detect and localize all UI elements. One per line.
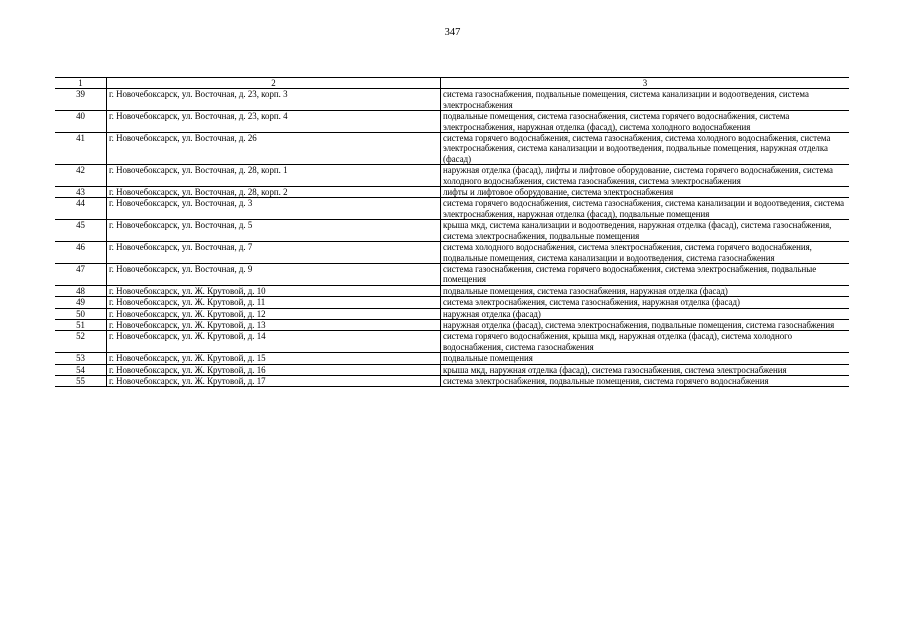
row-number-cell: 55 (55, 375, 107, 386)
row-number-cell: 54 (55, 364, 107, 375)
address-cell: г. Новочебоксарск, ул. Ж. Крутовой, д. 12 (107, 308, 441, 319)
table-row (55, 308, 849, 319)
systems-cell: крыша мкд, наружная отделка (фасад), система газоснабжения, система электроснабжения (441, 364, 850, 375)
table-row (55, 364, 849, 375)
table-row (55, 220, 849, 242)
header-col-3: 3 (441, 78, 850, 89)
address-cell: г. Новочебоксарск, ул. Восточная, д. 3 (107, 198, 441, 220)
address-cell: г. Новочебоксарск, ул. Ж. Крутовой, д. 16 (107, 364, 441, 375)
table-row (55, 263, 849, 285)
systems-cell: система горячего водоснабжения, система газоснабжения, система канализации и водоотведения, система электроснабжения, наружная отделка (фасад), подвальные помещения (441, 198, 850, 220)
systems-cell: лифты и лифтовое оборудование, система электроснабжения (441, 187, 850, 198)
row-number-cell: 48 (55, 285, 107, 296)
address-cell: г. Новочебоксарск, ул. Восточная, д. 5 (107, 220, 441, 242)
row-number-cell: 50 (55, 308, 107, 319)
address-cell: г. Новочебоксарск, ул. Восточная, д. 28, корп. 1 (107, 165, 441, 187)
row-number-cell: 39 (55, 89, 107, 111)
systems-cell: наружная отделка (фасад), система электроснабжения, подвальные помещения, система газоснабжения (441, 319, 850, 330)
table-row (55, 331, 849, 353)
row-number-cell: 40 (55, 111, 107, 133)
table-row (55, 242, 849, 264)
table-row (55, 319, 849, 330)
row-number-cell: 45 (55, 220, 107, 242)
table-row (55, 187, 849, 198)
address-cell: г. Новочебоксарск, ул. Ж. Крутовой, д. 17 (107, 375, 441, 386)
table-row (55, 111, 849, 133)
table-row (55, 297, 849, 308)
row-number-cell: 42 (55, 165, 107, 187)
table-row (55, 165, 849, 187)
row-number-cell: 46 (55, 242, 107, 264)
address-cell: г. Новочебоксарск, ул. Восточная, д. 23, корп. 4 (107, 111, 441, 133)
address-cell: г. Новочебоксарск, ул. Ж. Крутовой, д. 14 (107, 331, 441, 353)
table-row (55, 198, 849, 220)
row-number-cell: 49 (55, 297, 107, 308)
row-number-cell: 47 (55, 263, 107, 285)
systems-cell: система горячего водоснабжения, система газоснабжения, система холодного водоснабжения, система электроснабжения, система канализации и водоотведения, подвальные помещения, наружная отделка (фасад) (441, 133, 850, 165)
systems-cell: подвальные помещения (441, 353, 850, 364)
systems-cell: система горячего водоснабжения, крыша мкд, наружная отделка (фасад), система холодного водоснабжения, система газоснабжения (441, 331, 850, 353)
row-number-cell: 51 (55, 319, 107, 330)
systems-cell: система электроснабжения, подвальные помещения, система горячего водоснабжения (441, 375, 850, 386)
address-cell: г. Новочебоксарск, ул. Восточная, д. 9 (107, 263, 441, 285)
systems-cell: система газоснабжения, подвальные помещения, система канализации и водоотведения, система электроснабжения (441, 89, 850, 111)
row-number-cell: 43 (55, 187, 107, 198)
address-cell: г. Новочебоксарск, ул. Восточная, д. 28, корп. 2 (107, 187, 441, 198)
page-number: 347 (444, 27, 461, 38)
table-row (55, 375, 849, 386)
table-row (55, 353, 849, 364)
systems-cell: система электроснабжения, система газоснабжения, наружная отделка (фасад) (441, 297, 850, 308)
systems-cell: система газоснабжения, система горячего водоснабжения, система электроснабжения, подвальные помещения (441, 263, 850, 285)
row-number-cell: 41 (55, 133, 107, 165)
table-header-row (55, 78, 849, 89)
row-number-cell: 53 (55, 353, 107, 364)
address-cell: г. Новочебоксарск, ул. Ж. Крутовой, д. 10 (107, 285, 441, 296)
header-col-1: 1 (55, 78, 107, 89)
systems-cell: система холодного водоснабжения, система электроснабжения, система горячего водоснабжения, подвальные помещения, система канализации и водоотведения, система газоснабжения (441, 242, 850, 264)
address-cell: г. Новочебоксарск, ул. Восточная, д. 26 (107, 133, 441, 165)
table-row (55, 133, 849, 165)
building-systems-table (55, 77, 849, 387)
systems-cell: подвальные помещения, система газоснабжения, система горячего водоснабжения, система электроснабжения, наружная отделка (фасад), система холодного водоснабжения (441, 111, 850, 133)
address-cell: г. Новочебоксарск, ул. Ж. Крутовой, д. 11 (107, 297, 441, 308)
systems-cell: крыша мкд, система канализации и водоотведения, наружная отделка (фасад), система газоснабжения, система электроснабжения, подвальные помещения (441, 220, 850, 242)
address-cell: г. Новочебоксарск, ул. Восточная, д. 7 (107, 242, 441, 264)
table-row (55, 285, 849, 296)
address-cell: г. Новочебоксарск, ул. Восточная, д. 23, корп. 3 (107, 89, 441, 111)
address-cell: г. Новочебоксарск, ул. Ж. Крутовой, д. 13 (107, 319, 441, 330)
header-col-2: 2 (107, 78, 441, 89)
systems-cell: наружная отделка (фасад) (441, 308, 850, 319)
row-number-cell: 52 (55, 331, 107, 353)
address-cell: г. Новочебоксарск, ул. Ж. Крутовой, д. 15 (107, 353, 441, 364)
systems-cell: подвальные помещения, система газоснабжения, наружная отделка (фасад) (441, 285, 850, 296)
systems-cell: наружная отделка (фасад), лифты и лифтовое оборудование, система горячего водоснабжения, система холодного водоснабжения, система газоснабжения, система электроснабжения (441, 165, 850, 187)
table-row (55, 89, 849, 111)
row-number-cell: 44 (55, 198, 107, 220)
